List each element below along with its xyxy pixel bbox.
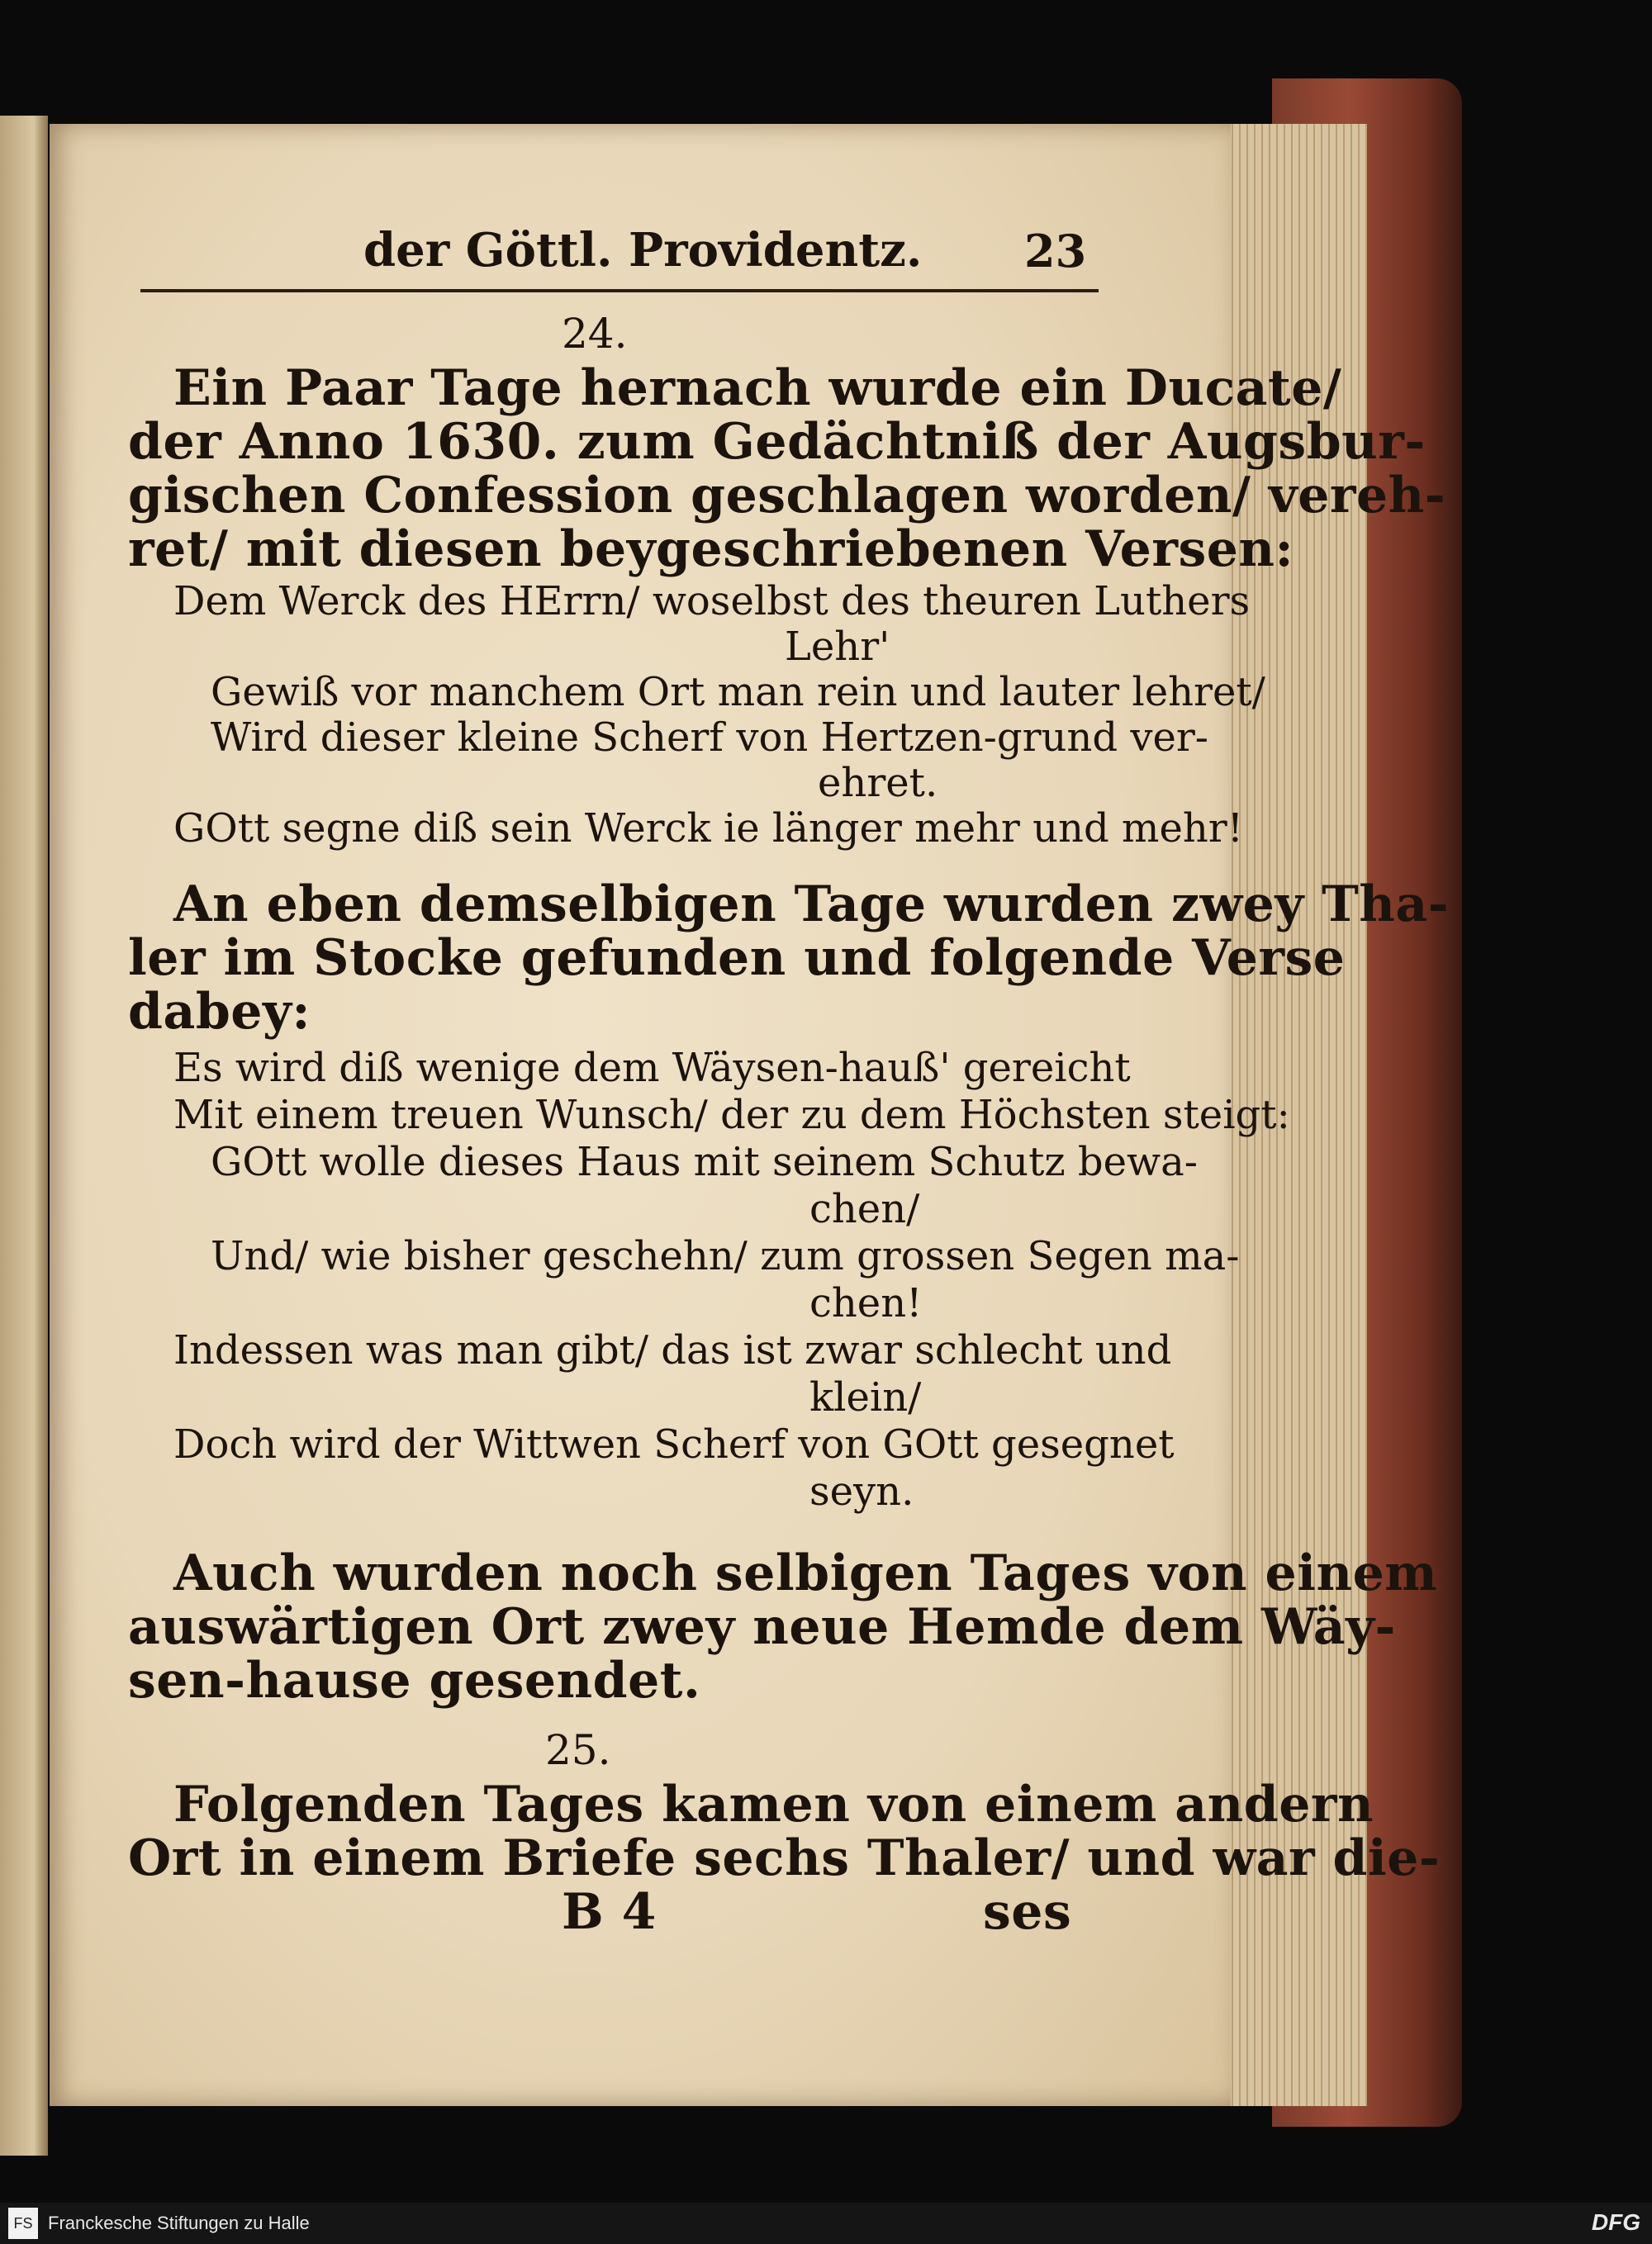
left-page-edge	[0, 116, 48, 2156]
text-line: Folgenden Tages kamen von einem andern	[173, 1776, 1374, 1834]
verse-line: Es wird diß wenige dem Wäysen-hauß' gereicht	[173, 1045, 1131, 1091]
verse-line: seyn.	[809, 1468, 914, 1515]
verse-line: GOtt segne diß sein Werck ie länger mehr und mehr!	[173, 805, 1243, 852]
verse-line: GOtt wolle dieses Haus mit seinem Schutz bewa-	[211, 1139, 1198, 1185]
verse-line: Gewiß vor manchem Ort man rein und lauter lehret/	[211, 669, 1265, 715]
text-line: An eben demselbigen Tage wurden zwey Tha-	[173, 875, 1450, 933]
verse-line: chen/	[809, 1186, 920, 1232]
verse-line: Indessen was man gibt/ das ist zwar schlecht und	[173, 1327, 1172, 1373]
institution-logo-icon: FS	[8, 2208, 38, 2239]
verse-line: ehret.	[818, 760, 938, 806]
header-rule	[140, 289, 1099, 292]
text-line: sen-hause gesendet.	[128, 1652, 701, 1710]
running-head: der Göttl. Providentz.	[363, 223, 923, 278]
verse-line: chen!	[809, 1280, 923, 1326]
verse-line: Wird dieser kleine Scherf von Hertzen-grund ver-	[211, 714, 1209, 761]
catchword: ses	[983, 1883, 1072, 1941]
text-line: auswärtigen Ort zwey neue Hemde dem Wäy-	[128, 1598, 1396, 1656]
verse-line: Doch wird der Wittwen Scherf von GOtt gesegnet	[173, 1421, 1175, 1468]
section-number: 24.	[562, 310, 628, 358]
institution-name: Franckesche Stiftungen zu Halle	[48, 2213, 310, 2233]
book-page	[50, 124, 1450, 2106]
text-line: der Anno 1630. zum Gedächtniß der Augsbur-	[128, 413, 1426, 471]
signature-mark: B 4	[562, 1883, 657, 1941]
verse-line: Mit einem treuen Wunsch/ der zu dem Höchsten steigt:	[173, 1092, 1290, 1138]
text-line: Ort in einem Briefe sechs Thaler/ und war die-	[128, 1829, 1441, 1887]
text-line: dabey:	[128, 983, 311, 1041]
text-line: Ein Paar Tage hernach wurde ein Ducate/	[173, 359, 1342, 417]
text-line: ler im Stocke gefunden und folgende Verse	[128, 929, 1346, 987]
verse-line: Lehr'	[785, 624, 890, 670]
text-line: Auch wurden noch selbigen Tages von einem	[173, 1544, 1438, 1602]
viewer-footer	[0, 2203, 1652, 2244]
text-line: gischen Confession geschlagen worden/ vereh-	[128, 467, 1446, 524]
verse-line: klein/	[809, 1374, 922, 1421]
verse-line: Dem Werck des HErrn/ woselbst des theuren Luthers	[173, 578, 1251, 624]
text-line: ret/ mit diesen beygeschriebenen Versen:	[128, 520, 1294, 578]
dfg-logo: DFG	[1591, 2209, 1640, 2235]
section-number: 25.	[545, 1726, 611, 1774]
verse-line: Und/ wie bisher geschehn/ zum grossen Segen ma-	[211, 1233, 1240, 1279]
page-number: 23	[1024, 225, 1087, 278]
